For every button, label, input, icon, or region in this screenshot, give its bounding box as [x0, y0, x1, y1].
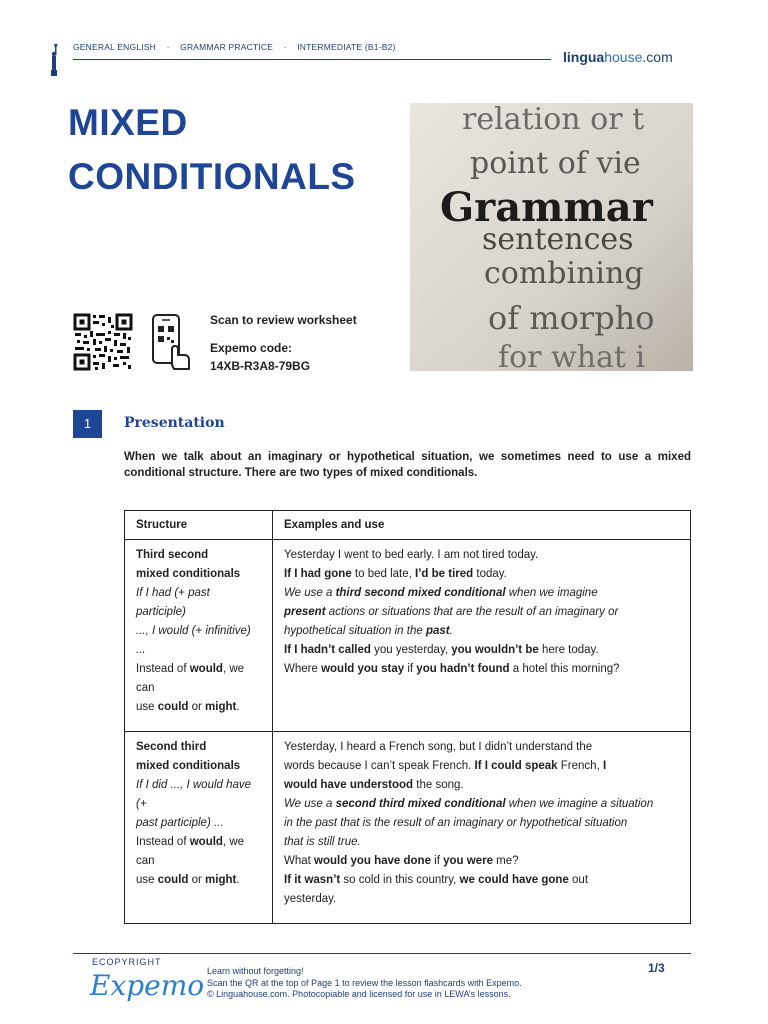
section-title: Presentation [124, 415, 225, 431]
brand-house: house [604, 49, 643, 65]
structure-name: mixed conditionals [136, 760, 241, 772]
hero-text-line: sentences [482, 222, 634, 257]
example-sentence: If I hadn’t called you yesterday, you wouldn’t be here today. [284, 644, 599, 656]
table-header-structure: Structure [125, 511, 273, 540]
hero-dictionary-image [410, 102, 693, 375]
structure-cell [125, 732, 273, 924]
breadcrumb-separator: · [283, 42, 287, 52]
section-number-badge: 1 [73, 410, 102, 438]
usage-note: hypothetical situation in the past. [284, 625, 453, 637]
breadcrumb-item-grammar-practice[interactable]: GRAMMAR PRACTICE [180, 42, 274, 52]
example-sentence: If I had gone to bed late, I’d be tired today. [284, 568, 507, 580]
footer-tagline: Learn without forgetting! [207, 966, 304, 976]
footer-text [207, 966, 522, 1001]
expemo-code-value: 14XB-R3A8-79BG [210, 359, 311, 373]
brand-logo[interactable] [563, 49, 673, 65]
table-row [125, 540, 691, 732]
page-title-line-2: CONDITIONALS [68, 156, 356, 197]
section-intro-paragraph: When we talk about an imaginary or hypothetical situation, we sometimes need to use a mixed conditional structure. There are two types of mixed conditionals. [124, 451, 691, 479]
structure-note: Instead of would, we can [136, 836, 245, 867]
statue-of-liberty-icon [48, 44, 60, 76]
example-sentence: yesterday. [284, 893, 337, 905]
table-header-examples: Examples and use [273, 511, 691, 540]
footer-copyright-cut: ECOPYRIGHT [92, 957, 162, 967]
structure-formula: If I had (+ past participle) [136, 587, 210, 618]
structure-formula: ..., I would (+ infinitive) ... [136, 625, 251, 656]
page-title-line-1: MIXED [68, 102, 188, 143]
usage-note: that is still true. [284, 836, 361, 848]
hero-text-line: combining [484, 256, 644, 291]
usage-note: in the past that is the result of an imaginary or hypothetical situation [284, 817, 628, 829]
example-sentence: Yesterday, I heard a French song, but I didn’t understand the [284, 741, 593, 753]
brand-lingua: lingua [563, 49, 605, 65]
hero-text-line: point of vie [470, 146, 641, 181]
usage-note: We use a third second mixed conditional when we imagine [284, 587, 598, 599]
qr-code[interactable] [73, 313, 133, 371]
scan-instruction: Scan to review worksheet [210, 313, 357, 327]
footer-instruction: Scan the QR at the top of Page 1 to review the lesson flashcards with Expemo. [207, 977, 522, 988]
hero-text-line: relation or t [462, 102, 645, 137]
structure-cell [125, 540, 273, 732]
example-sentence: Yesterday I went to bed early. I am not tired today. [284, 549, 539, 561]
breadcrumb-item-general-english[interactable]: GENERAL ENGLISH [73, 42, 156, 52]
usage-note: We use a second third mixed conditional when we imagine a situation [284, 798, 654, 810]
example-sentence: would have understood the song. [284, 779, 464, 791]
breadcrumb-separator: · [166, 42, 170, 52]
table-header-row [125, 511, 691, 540]
page-number: 1/3 [648, 961, 665, 975]
expemo-logo[interactable] [88, 965, 205, 1009]
hero-text-line: for what i [498, 340, 646, 375]
examples-cell [273, 540, 691, 732]
structure-name: Second third [136, 741, 207, 753]
grammar-table [124, 510, 691, 924]
brand-com: .com [642, 49, 673, 65]
footer-divider [73, 953, 691, 954]
footer-license: © Linguahouse.com. Photocopiable and licensed for use in LEWA’s lessons. [207, 989, 511, 999]
structure-note: use could or might. [136, 701, 240, 713]
example-sentence: If it wasn’t so cold in this country, we could have gone out [284, 874, 589, 886]
example-sentence: What would you have done if you were me? [284, 855, 519, 867]
examples-cell [273, 732, 691, 924]
hero-text-line: Grammar [440, 184, 653, 231]
structure-name: mixed conditionals [136, 568, 241, 580]
structure-note: use could or might. [136, 874, 240, 886]
structure-formula: If I did ..., I would have (+ [136, 779, 252, 810]
expemo-code-label: Expemo code: [210, 341, 293, 355]
structure-formula: past participle) ... [136, 817, 224, 829]
header-divider [73, 59, 551, 60]
page-title [68, 96, 398, 204]
breadcrumb-item-level[interactable]: INTERMEDIATE (B1-B2) [297, 42, 396, 52]
structure-note: Instead of would, we can [136, 663, 245, 694]
table-row [125, 732, 691, 924]
expemo-logo-text: Expemo [90, 969, 205, 1002]
phone-scan-icon [150, 313, 192, 371]
example-sentence: words because I can’t speak French. If I could speak French, I [284, 760, 607, 772]
structure-name: Third second [136, 549, 209, 561]
usage-note: present actions or situations that are the result of an imaginary or [284, 606, 619, 618]
breadcrumb [73, 42, 396, 52]
hero-text-line: of morpho [488, 299, 655, 337]
example-sentence: Where would you stay if you hadn’t found a hotel this morning? [284, 663, 620, 675]
